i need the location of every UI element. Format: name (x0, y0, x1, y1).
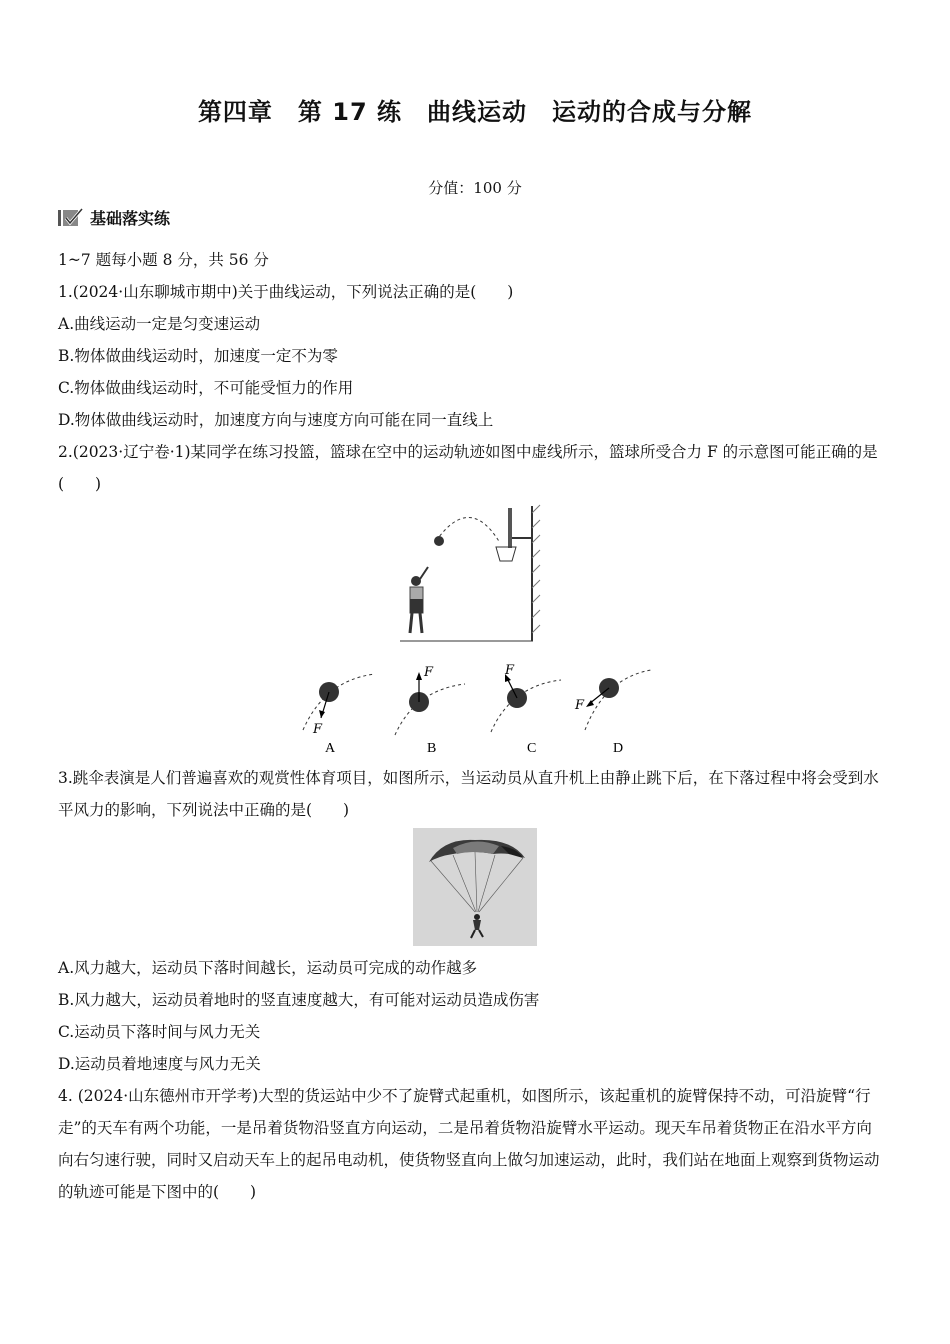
question-3-option-a: A.风力越大，运动员下落时间越长，运动员可完成的动作越多 (58, 959, 478, 977)
section-header (58, 206, 170, 229)
question-1-option-a: A.曲线运动一定是匀变速运动 (58, 315, 261, 333)
section-label: 基础落实练 (90, 209, 171, 228)
checklist-icon (58, 208, 84, 228)
basketball (434, 536, 444, 546)
option-b-label: B (427, 741, 437, 756)
option-a-label: A (325, 741, 336, 756)
question-1-option-d: D.物体做曲线运动时，加速度方向与速度方向可能在同一直线上 (58, 411, 494, 429)
question-1-option-c: C.物体做曲线运动时，不可能受恒力的作用 (58, 379, 354, 397)
option-b-diagram (395, 665, 465, 756)
parachute-photo (413, 828, 537, 946)
question-1-stem: 1.(2024·山东聊城市期中)关于曲线运动，下列说法正确的是( ) (58, 283, 514, 301)
question-3-stem: 3.跳伞表演是人们普遍喜欢的观赏性体育项目，如图所示，当运动员从直升机上由静止跳下后，在下落过程中将会受到水平风力的影响，下列说法中正确的是( ) (58, 769, 879, 819)
force-label-a: F (313, 722, 323, 737)
force-label-d: F (575, 698, 585, 713)
question-2-stem: 2.(2023·辽宁卷·1)某同学在练习投篮，篮球在空中的运动轨迹如图中虚线所示，篮球所受合力 F 的示意图可能正确的是( ) (58, 443, 878, 493)
option-d-label: D (613, 741, 624, 756)
player-figure (410, 567, 428, 633)
option-a-diagram (303, 674, 375, 756)
question-1-option-b: B.物体做曲线运动时，加速度一定不为零 (58, 347, 338, 365)
option-c-diagram (491, 663, 561, 756)
page-title: 第四章 第 17 练 曲线运动 运动的合成与分解 (197, 98, 753, 126)
force-label-b: F (424, 665, 434, 680)
question-3-option-d: D.运动员着地速度与风力无关 (58, 1055, 261, 1073)
question-3-option-c: C.运动员下落时间与风力无关 (58, 1023, 261, 1041)
question-3-option-b: B.风力越大，运动员着地时的竖直速度越大，有可能对运动员造成伤害 (58, 991, 540, 1009)
option-d-diagram (574, 670, 651, 756)
score-intro: 1~7 题每小题 8 分，共 56 分 (58, 251, 269, 269)
basketball-figure (400, 503, 550, 645)
question-4-stem: 4. (2024·山东德州市开学考)大型的货运站中少不了旋臂式起重机，如图所示，该起重机的旋臂保持不动，可沿旋臂“行走”的天车有两个功能，一是吊着货物沿竖直方向运动，二是吊着货物沿旋臂水平运动。现天车吊着货物正在沿水平方向向右匀速行驶，同时又启动天车上的起吊电动机，使货物竖直向上做匀加速运动，此时，我们站在地面上观察到货物运动的轨迹可能是下图中的( ) (58, 1087, 880, 1201)
force-label-c: F (505, 663, 515, 678)
option-c-label: C (527, 741, 537, 756)
force-options-figure (295, 660, 675, 760)
score-value: 分值：100 分 (428, 179, 522, 197)
